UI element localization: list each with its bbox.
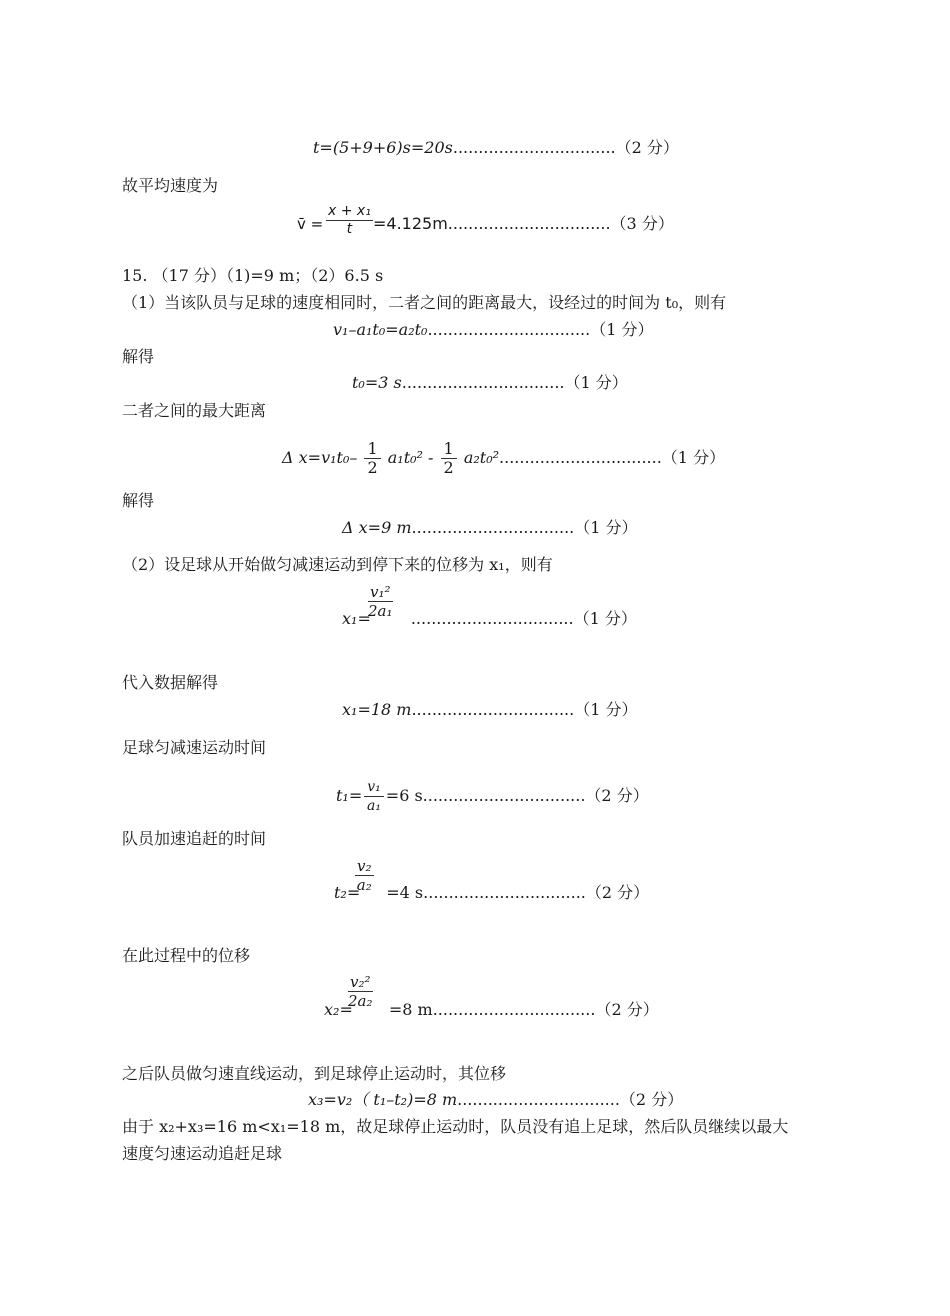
leader-dots: ................................: [499, 448, 662, 467]
score: （2 分）: [619, 1090, 684, 1109]
avg-speed-fraction: [326, 202, 373, 237]
t2-den: a₂: [356, 876, 372, 894]
ball-time-intro: 足球匀减速运动时间: [122, 738, 267, 757]
avg-speed-numerator: x + x₁: [328, 203, 371, 219]
score: （2 分）: [595, 1000, 659, 1019]
avg-speed-denominator: t: [346, 221, 353, 237]
half-fraction-2: [441, 440, 457, 477]
dx-end: a₂t₀²: [463, 448, 500, 467]
substitute-label: 代入数据解得: [122, 673, 219, 692]
avg-speed-rhs: =4.125m: [373, 214, 448, 233]
leader-dots: ................................: [432, 1000, 596, 1019]
displacement-intro: 在此过程中的位移: [122, 946, 251, 965]
score: （2 分）: [615, 138, 679, 157]
leader-dots: ................................: [401, 373, 565, 392]
half-num-2: 1: [441, 440, 457, 459]
leader-dots: ................................: [427, 320, 591, 339]
t1-rhs: =6 s: [385, 786, 423, 805]
conclusion-line-2: 速度匀速运动追赶足球: [122, 1144, 283, 1163]
half-den: 2: [367, 458, 378, 477]
leader-dots: ................................: [452, 138, 616, 157]
player-accel-intro: 队员加速追赶的时间: [122, 829, 267, 848]
avg-speed-rhs-line: [373, 214, 674, 234]
conclusion-line-1: 由于 x₂+x₃=16 m<x₁=18 m，故足球停止运动时，队员没有追上足球，然后队员继续以最大: [122, 1117, 789, 1136]
t0-line: [352, 373, 628, 393]
score: （1 分）: [590, 320, 654, 339]
t1-num: v₁: [364, 778, 384, 797]
total-time-eq: t=(5+9+6)s=20s: [313, 138, 453, 157]
solve-label-1: 解得: [122, 347, 155, 366]
t2-rhs: =4 s: [386, 883, 424, 902]
avg-speed-lhs: v̄ =: [297, 215, 324, 233]
leader-dots: ................................: [411, 518, 575, 537]
t2-line: [334, 883, 649, 903]
dx-lhs: Δ x=v₁t₀–: [282, 448, 358, 467]
x2-num: v₂²: [350, 973, 371, 991]
max-distance-intro: 二者之间的最大距离: [122, 401, 267, 420]
x1-lhs: x₁=: [342, 609, 371, 628]
equal-speed-eq: v₁–a₁t₀=a₂t₀: [333, 320, 428, 339]
leader-dots: ................................: [457, 1090, 620, 1109]
x1-value-line: [342, 700, 638, 720]
score: （2 分）: [585, 786, 649, 805]
half-den-2: 2: [443, 458, 454, 477]
t1-fraction: [364, 778, 384, 815]
t1-lhs: t₁=: [336, 786, 363, 805]
x2-line: [324, 1000, 659, 1020]
t1-line: [336, 778, 649, 815]
x1-den: 2a₁: [368, 602, 393, 620]
score: （3 分）: [610, 214, 674, 233]
x1-line: [342, 609, 637, 629]
x3-line: [308, 1090, 683, 1110]
part2-intro: （2）设足球从开始做匀减速运动到停下来的位移为 x₁，则有: [122, 555, 553, 574]
leader-dots: ................................: [447, 214, 611, 233]
avg-speed-intro: 故平均速度为: [122, 176, 219, 195]
leader-dots: ................................: [410, 609, 574, 628]
score: （1 分）: [661, 448, 726, 467]
t0-value: t₀=3 s: [352, 373, 402, 392]
total-time-line: [313, 138, 679, 158]
q15-header: 15. （17 分）（1)=9 m；（2）6.5 s: [122, 266, 384, 285]
dx-line: [282, 440, 725, 477]
equal-speed-line: [333, 320, 653, 340]
t1-den: a₁: [367, 798, 381, 814]
dx-value: Δ x=9 m: [342, 518, 412, 537]
x2-rhs: =8 m: [388, 1000, 433, 1019]
x3-eq: x₃=v₂（ t₁–t₂)=8 m: [308, 1090, 458, 1109]
q15-part1-intro: （1）当该队员与足球的速度相同时，二者之间的距离最大，设经过的时间为 t₀，则有: [122, 293, 727, 312]
x2-lhs: x₂=: [324, 1000, 353, 1019]
leader-dots: ................................: [411, 700, 575, 719]
t2-num: v₂: [357, 857, 372, 875]
leader-dots: ................................: [422, 786, 586, 805]
x1-num: v₁²: [370, 583, 391, 601]
score: （2 分）: [585, 883, 650, 902]
dx-mid: a₁t₀² -: [387, 448, 434, 467]
half-num: 1: [364, 440, 380, 459]
score: （1 分）: [574, 518, 638, 537]
x1-value: x₁=18 m: [342, 700, 412, 719]
t2-lhs: t₂=: [334, 883, 361, 902]
leader-dots: ................................: [423, 883, 586, 902]
solve-label-2: 解得: [122, 491, 155, 510]
dx-value-line: [342, 518, 638, 538]
half-fraction: [364, 440, 380, 477]
score: （1 分）: [564, 373, 628, 392]
uniform-motion-intro: 之后队员做匀速直线运动，到足球停止运动时，其位移: [122, 1064, 507, 1083]
score: （1 分）: [573, 609, 637, 628]
x2-den: 2a₂: [348, 992, 373, 1010]
score: （1 分）: [574, 700, 638, 719]
